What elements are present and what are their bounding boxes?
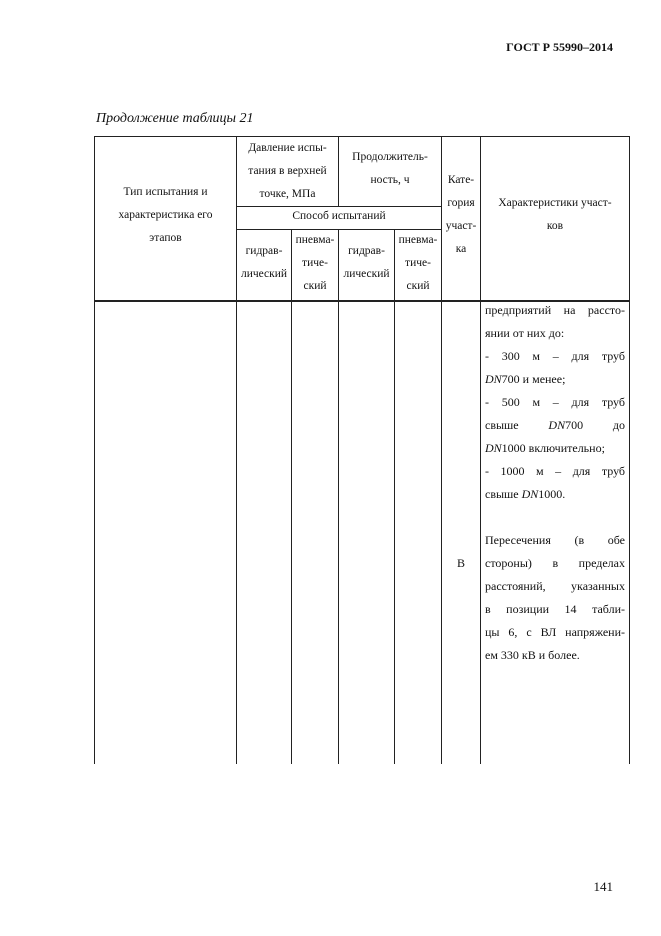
char-line: янии от них до: [485,326,565,340]
col-border-3b [338,229,339,764]
col-border-7 [629,136,630,764]
char-line: DN1000 включительно; [485,441,605,455]
standard-designation: ГОСТ Р 55990–2014 [506,40,613,54]
char-line: цы 6, с ВЛ напряжени- [485,625,625,639]
col-border-1 [236,136,237,764]
table-caption: Продолжение таблицы 21 [96,111,254,126]
char-line: ем 330 кВ и более. [485,648,580,662]
char-line: свыше DN1000. [485,487,566,501]
header-method: Способ испытаний [292,210,386,222]
char-line: - 1000 м – для труб [485,464,626,478]
char-line: - 500 м – для труб [485,395,625,409]
page-number: 141 [593,879,613,894]
header-category: Кате- гория участ- ка [445,174,477,255]
header-pneumatic-duration: пневма- тиче- ский [398,234,438,292]
table-top-border [94,136,630,137]
header-hydraulic-pressure: гидрав- лический [240,245,288,280]
char-line: расстояний, указанных [485,579,625,593]
col-border-4 [394,229,395,764]
char-line: предприятий на рассто- [485,303,625,317]
header-pressure: Давление испы- тания в верхней точке, МПа [248,142,327,200]
char-line: DN700 и менее; [485,372,566,386]
characteristics-text [485,299,625,667]
char-line: - 300 м – для труб [485,349,625,363]
col-border-2 [291,229,292,764]
header-hydraulic-duration: гидрав- лический [343,245,390,280]
char-line: свыше DN700 до [485,418,625,432]
char-line: в позиции 14 табли- [485,602,625,616]
category-value: В [456,556,465,570]
header-characteristics: Характеристики участ- ков [498,197,612,232]
char-line: стороны) в пределах [485,556,625,570]
header-duration: Продолжитель- ность, ч [352,151,428,186]
char-line: Пересечения (в обе [485,533,625,547]
header-pneumatic-pressure: пневма- тиче- ский [295,234,335,292]
paragraph-gap [485,506,625,529]
header-test-type: Тип испытания и характеристика его этапов [118,186,213,244]
